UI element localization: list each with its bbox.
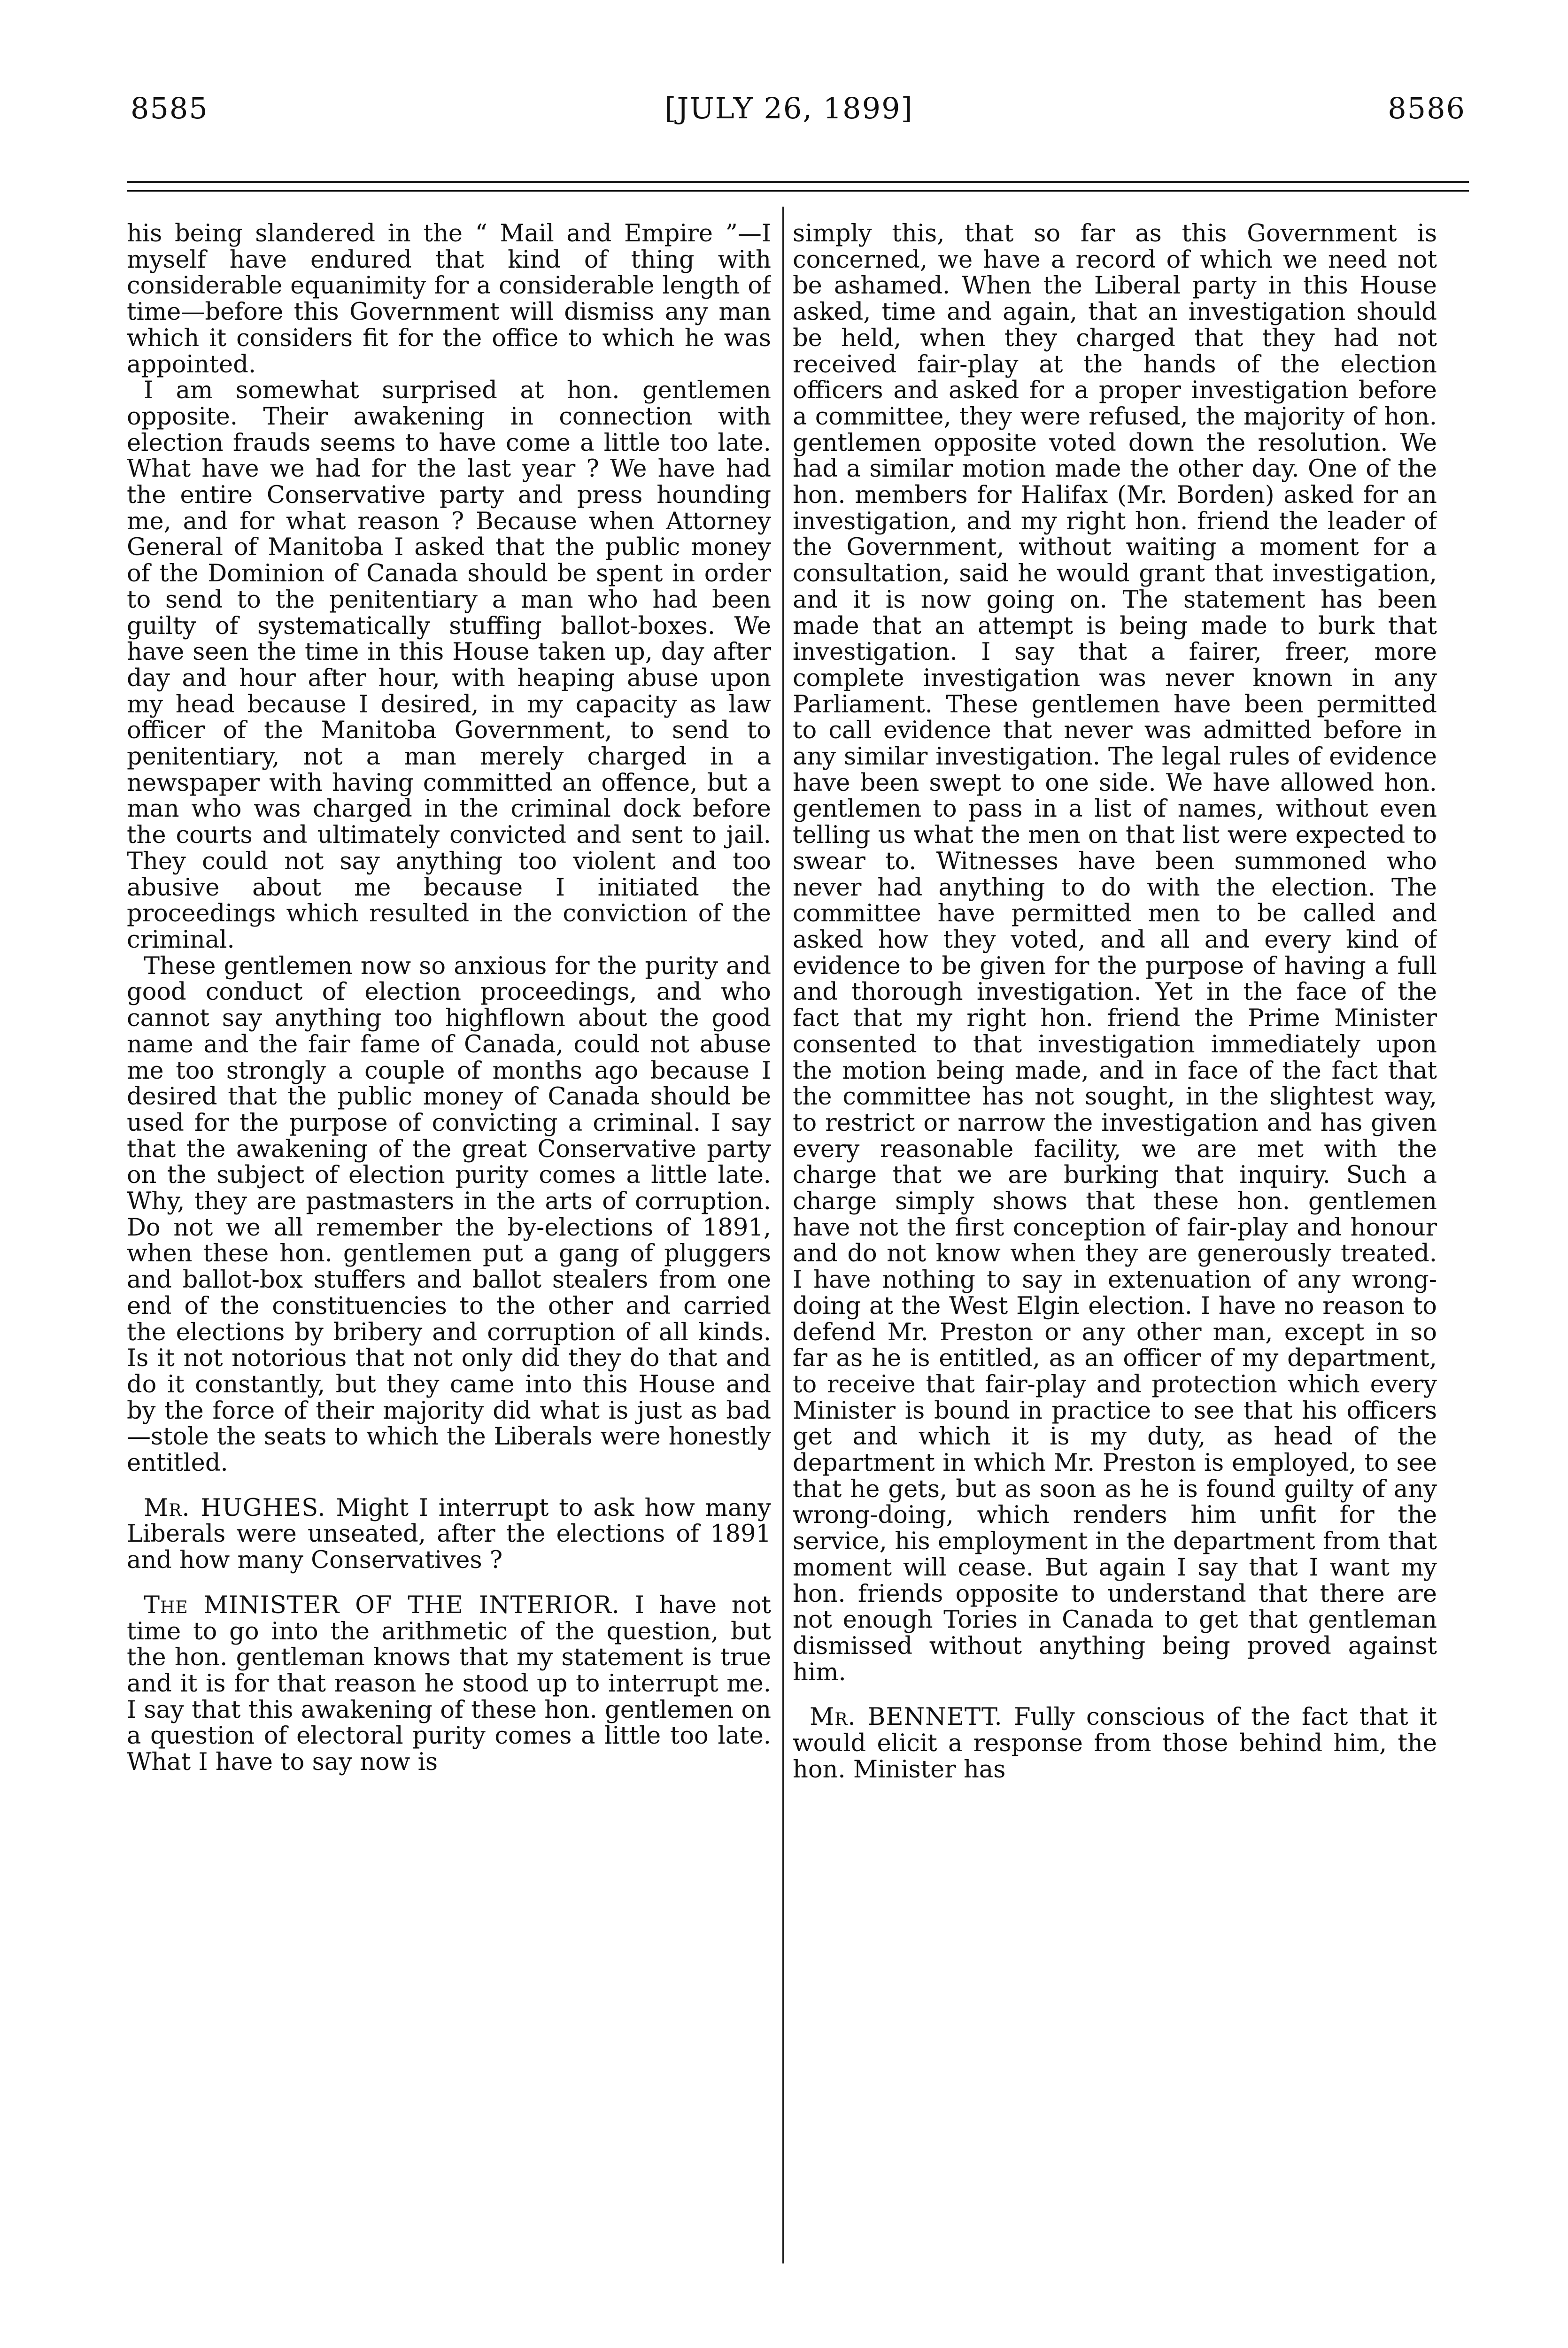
paragraph: his being slandered in the “ Mail and Empire ”—I myself have endured that kind of thing with considerable equanimity for a considerable length of time—before this Government will dismiss any man which it considers fit for the office to which he was appointed. [127, 221, 771, 378]
page-date: [JULY 26, 1899] [664, 91, 913, 125]
header-rule-thin [127, 190, 1469, 192]
page-number-left: 8585 [131, 91, 209, 125]
speech-minister [127, 1592, 771, 1776]
right-column [793, 221, 1437, 2268]
column-divider [782, 207, 784, 2263]
speaker-name: Mr. HUGHES. [144, 1494, 326, 1522]
page-number-right: 8586 [1388, 91, 1466, 125]
paragraph: simply this, that so far as this Government is concerned, we have a record of which we need not be ashamed. When the Liberal party in this House asked, time and again, that an investigation should be held, when they charged that they had not received fair-play at the hands of the election officers and asked for a proper investigation before a committee, they were refused, the majority of hon. gentlemen opposite voted down the resolution. We had a similar motion made the other day. One of the hon. members for Halifax (Mr. Borden) asked for an investigation, and my right hon. friend the leader of the Government, without waiting a moment for a consultation, said he would grant that investigation, and it is now going on. The statement has been made that an attempt is being made to burk that investigation. I say that a fairer, freer, more complete investigation was never known in any Parliament. These gentlemen have been permitted to call evidence that never was admitted before in any similar investigation. The legal rules of evidence have been swept to one side. We have allowed hon. gentlemen to pass in a list of names, without even telling us what the men on that list were expected to swear to. Witnesses have been summoned who never had anything to do with the election. The committee have permitted men to be called and asked how they voted, and all and every kind of evidence to be given for the purpose of having a full and thorough investigation. Yet in the face of the fact that my right hon. friend the Prime Minister consented to that investigation immediately upon the motion being made, and in face of the fact that the committee has not sought, in the slightest way, to restrict or narrow the investigation and has given every reasonable facility, we are met with the charge that we are burking that inquiry. Such a charge simply shows that these hon. gentlemen have not the first conception of fair-play and honour and do not know when they are generously treated. I have nothing to say in extenuation of any wrong-doing at the West Elgin election. I have no reason to defend Mr. Preston or any other man, except in so far as he is entitled, as an officer of my department, to receive that fair-play and protection which every Minister is bound in practice to see that his officers get and which it is my duty, as head of the department in which Mr. Preston is employed, to see that he gets, but as soon as he is found guilty of any wrong-doing, which renders him unfit for the service, his employment in the department from that moment will cease. But again I say that I want my hon. friends opposite to understand that there are not enough Tories in Canada to get that gentleman dismissed without anything being proved against him. [793, 221, 1437, 1686]
speech-bennett [793, 1704, 1437, 1783]
speech-hughes [127, 1495, 771, 1574]
paragraph: These gentlemen now so anxious for the purity and good conduct of election proceedings, and who cannot say anything too highflown about the good name and the fair fame of Canada, could not abuse me too strongly a couple of months ago because I desired that the public money of Canada should be used for the purpose of convicting a criminal. I say that the awakening of the great Conservative party on the subject of election purity comes a little late. Why, they are pastmasters in the arts of corruption. Do not we all remember the by-elections of 1891, when these hon. gentlemen put a gang of pluggers and ballot-box stuffers and ballot stealers from one end of the constituencies to the other and carried the elections by bribery and corruption of all kinds. Is it not notorious that not only did they do that and do it constantly, but they came into this House and by the force of their majority did what is just as bad—stole the seats to which the Liberals were honestly entitled. [127, 952, 771, 1477]
speaker-name: Mr. BENNETT. [810, 1703, 1003, 1731]
speech-text: I have not time to go into the arithmetic of the question, but the hon. gentleman knows that my statement is true and it is for that reason he stood up to interrupt me. I say that this awakening of these hon. gentlemen on a question of electoral purity comes a little too late. What I have to say now is [127, 1591, 771, 1776]
speaker-name: The MINISTER OF THE INTERIOR. [144, 1591, 620, 1619]
speech-text: Might I interrupt to ask how many Liberals were unseated, after the elections of 1891 and how many Conservatives ? [127, 1494, 771, 1575]
speech-text: Fully conscious of the fact that it would elicit a response from those behind him, the hon. Minister has [793, 1703, 1437, 1784]
left-column [127, 221, 771, 2268]
header-rule-thick [127, 181, 1469, 183]
paragraph: I am somewhat surprised at hon. gentlemen opposite. Their awakening in connection with election frauds seems to have come a little too late. What have we had for the last year ? We have had the entire Conservative party and press hounding me, and for what reason ? Because when Attorney General of Manitoba I asked that the public money of the Dominion of Canada should be spent in order to send to the penitentiary a man who had been guilty of systematically stuffing ballot-boxes. We have seen the time in this House taken up, day after day and hour after hour, with heaping abuse upon my head because I desired, in my capacity as law officer of the Manitoba Government, to send to penitentiary, not a man merely charged in a newspaper with having committed an offence, but a man who was charged in the criminal dock before the courts and ultimately convicted and sent to jail. They could not say anything too violent and too abusive about me because I initiated the proceedings which resulted in the conviction of the criminal. [127, 377, 771, 954]
